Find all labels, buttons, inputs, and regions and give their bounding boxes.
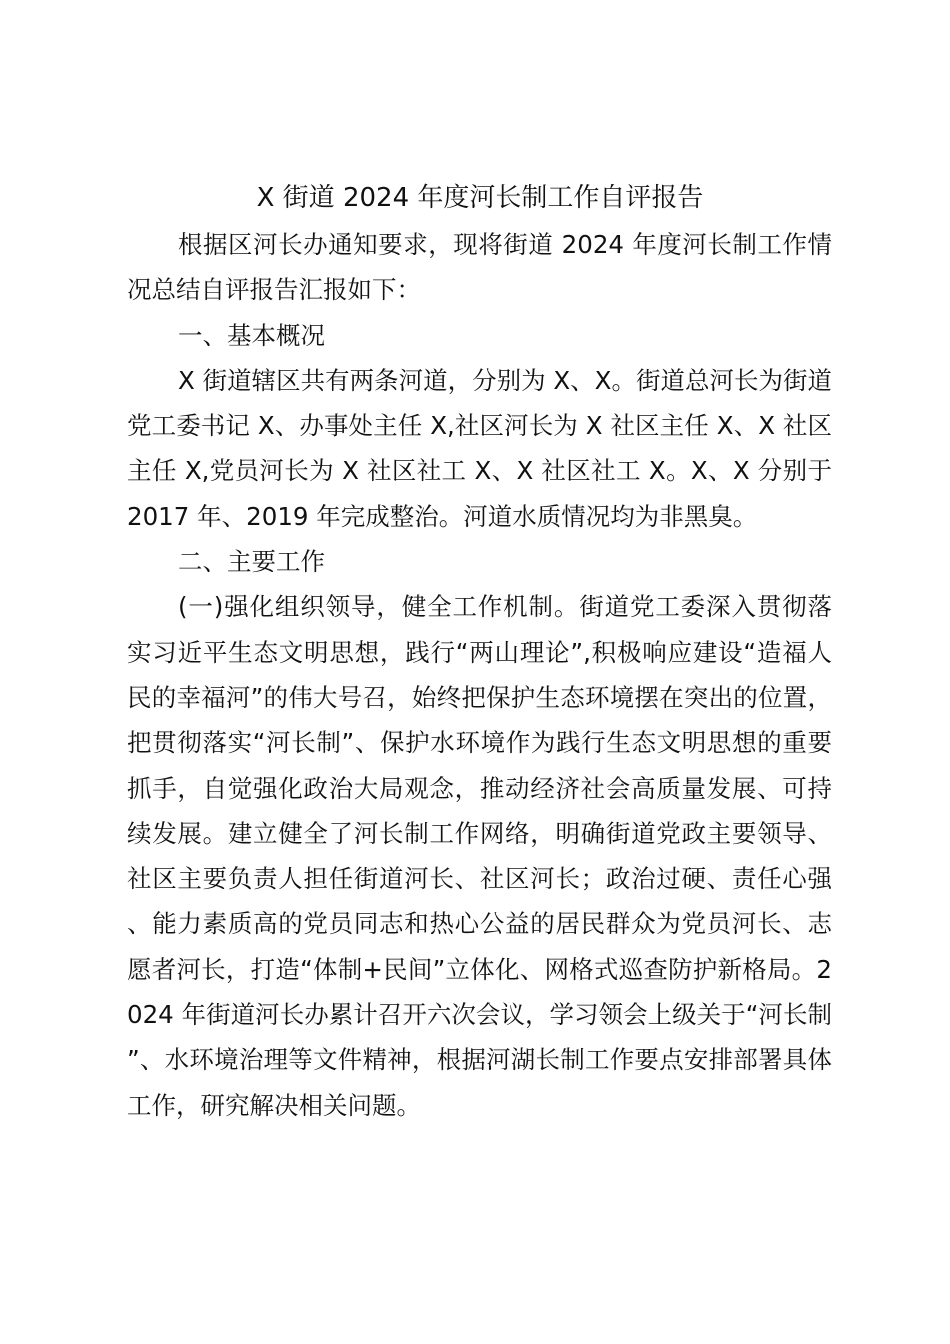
section-heading-basic-overview: 一、基本概况 xyxy=(178,320,325,350)
section-heading-main-work: 二、主要工作 xyxy=(178,547,325,577)
document-title: X 街道 2024 年度河长制工作自评报告 xyxy=(256,183,704,213)
intro-paragraph: 根据区河长办通知要求，现将街道 2024 年度河长制工作情况总结自评报告汇报如下： xyxy=(127,230,832,305)
main-work-paragraph: (一)强化组织领导，健全工作机制。街道党工委深入贯彻落实习近平生态文明思想，践行“两山理论”,积极响应建设“造福人民的幸福河”的伟大号召，始终把保护生态环境摆在突出的位置，把贯彻落实“河长制”、保护水环境作为践行生态文明思想的重要抓手，自觉强化政治大局观念，推动经济社会高质量发展、可持续发展。建立健全了河长制工作网络，明确街道党政主要领导、社区主要负责人担任街道河长、社区河长；政治过硬、责任心强、能力素质高的党员同志和热心公益的居民群众为党员河长、志愿者河长，打造“体制+民间”立体化、网格式巡查防护新格局。2024 年街道河长办累计召开六次会议，学习领会上级关于“河长制”、水环境治理等文件精神，根据河湖长制工作要点安排部署具体工作，研究解决相关问题。 xyxy=(127,592,832,1120)
document-body xyxy=(127,222,832,1128)
basic-overview-paragraph: X 街道辖区共有两条河道，分别为 X、X。街道总河长为街道党工委书记 X、办事处主任 X,社区河长为 X 社区主任 X、X 社区主任 X,党员河长为 X 社区社工 X、X 社区社工 X。X、X 分别于 2017 年、2019 年完成整治。河道水质情况均为非黑臭。 xyxy=(127,365,832,531)
